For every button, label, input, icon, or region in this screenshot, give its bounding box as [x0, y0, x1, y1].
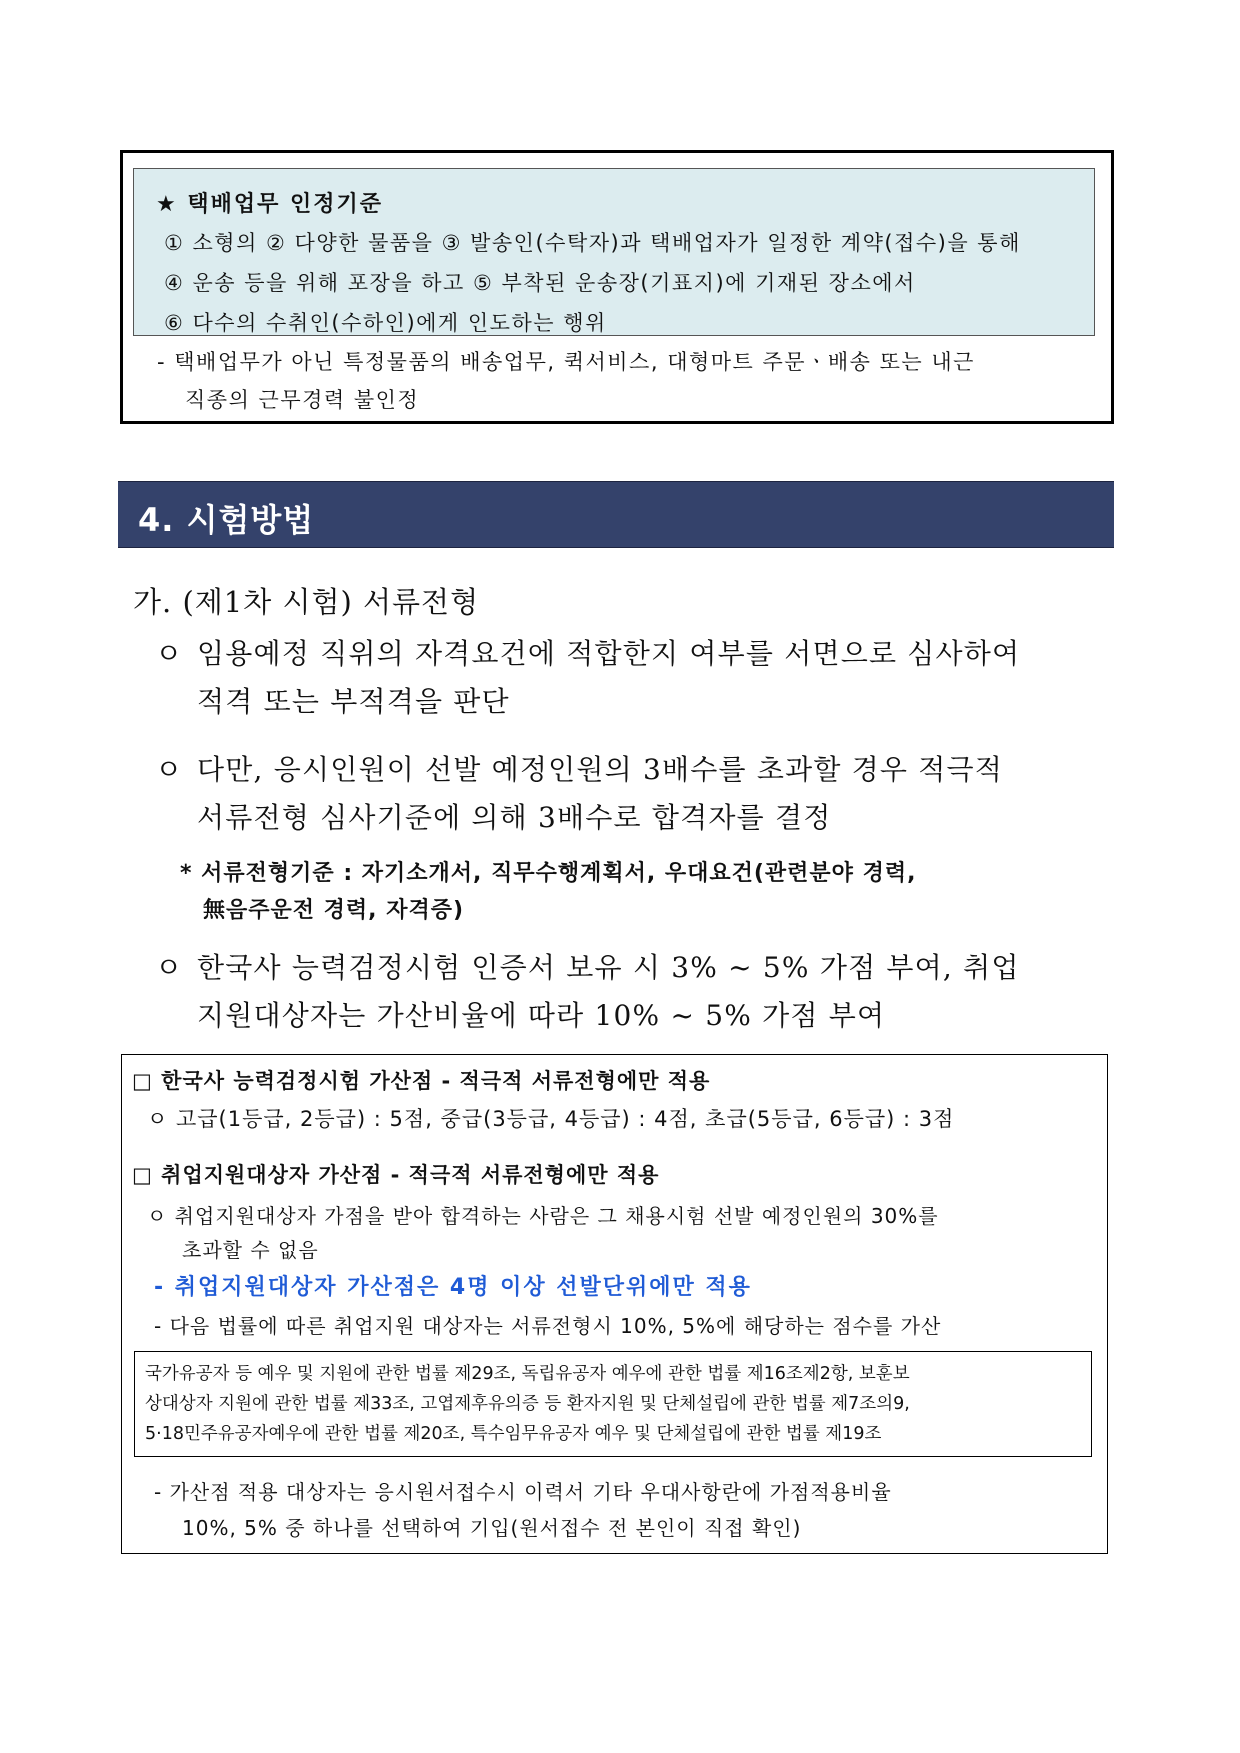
bonus-points-box [121, 1054, 1108, 1554]
bullet-marker: ㅇ [155, 637, 184, 670]
employment-bonus-blue-note: - 취업지원대상자 가산점은 4명 이상 선발단위에만 적용 [154, 1275, 752, 1300]
criteria-line: ④ 운송 등을 위해 포장을 하고 ⑤ 부착된 운송장(기표지)에 기재된 장소에서 [164, 271, 916, 295]
history-bonus-heading: □ 한국사 능력검정시험 가산점 - 적극적 서류전형에만 적용 [132, 1069, 711, 1093]
applicable-laws-box [134, 1351, 1092, 1457]
law-line: 상대상자 지원에 관한 법률 제33조, 고엽제후유의증 등 환자지원 및 단체설립에 관한 법률 제7조의9, [145, 1394, 910, 1414]
screening-criteria-note: * 서류전형기준 : 자기소개서, 직무수행계획서, 우대요건(관련분야 경력, [180, 861, 917, 886]
criteria-line: ⑥ 다수의 수취인(수하인)에게 인도하는 행위 [164, 311, 607, 335]
employment-bonus-law-note: - 다음 법률에 따른 취업지원 대상자는 서류전형시 10%, 5%에 해당하는 점수를 가산 [154, 1314, 942, 1338]
paragraph-line: 다만, 응시인원이 선발 예정인원의 3배수를 초과할 경우 적극적 [197, 753, 1004, 786]
history-bonus-item: ㅇ 고급(1등급, 2등급) : 5점, 중급(3등급, 4등급) : 4점, 초급(5등급, 6등급) : 3점 [147, 1107, 955, 1131]
bullet-marker: ㅇ [155, 753, 184, 786]
screening-criteria-note: 無음주운전 경력, 자격증) [203, 898, 464, 923]
paragraph-line: 적격 또는 부적격을 판단 [197, 685, 510, 718]
subsection-heading: 가. (제1차 시험) 서류전형 [133, 585, 480, 619]
section-title: 4. 시험방법 [138, 501, 315, 539]
employment-bonus-item: 초과할 수 없음 [182, 1238, 319, 1262]
criteria-title: ★ 택배업무 인정기준 [156, 192, 384, 217]
section-header [118, 481, 1114, 548]
law-line: 국가유공자 등 예우 및 지원에 관한 법률 제29조, 독립유공자 예우에 관한 법률 제16조제2항, 보훈보 [145, 1364, 910, 1384]
employment-bonus-item: ㅇ 취업지원대상자 가점을 받아 합격하는 사람은 그 채용시험 선발 예정인원의 30%를 [147, 1204, 939, 1228]
criteria-line: ① 소형의 ② 다양한 물품을 ③ 발송인(수탁자)과 택배업자가 일정한 계약(접수)을 통해 [164, 231, 1021, 255]
criteria-note: - 택배업무가 아닌 특정물품의 배송업무, 퀵서비스, 대형마트 주문ㆍ배송 또는 내근 [157, 350, 975, 374]
paragraph-line: 지원대상자는 가산비율에 따라 10% ~ 5% 가점 부여 [197, 999, 886, 1032]
final-note: 10%, 5% 중 하나를 선택하여 기입(원서접수 전 본인이 직접 확인) [182, 1516, 802, 1540]
criteria-note: 직종의 근무경력 불인정 [185, 388, 420, 412]
law-line: 5·18민주유공자예우에 관한 법률 제20조, 특수임무유공자 예우 및 단체설립에 관한 법률 제19조 [145, 1424, 882, 1444]
paragraph-line: 임용예정 직위의 자격요건에 적합한지 여부를 서면으로 심사하여 [197, 637, 1021, 670]
criteria-highlight-box [133, 168, 1095, 336]
final-note: - 가산점 적용 대상자는 응시원서접수시 이력서 기타 우대사항란에 가점적용비율 [154, 1480, 892, 1504]
paragraph-line: 한국사 능력검정시험 인증서 보유 시 3% ~ 5% 가점 부여, 취업 [197, 951, 1020, 984]
paragraph-line: 서류전형 심사기준에 의해 3배수로 합격자를 결정 [197, 801, 832, 834]
bullet-marker: ㅇ [155, 951, 184, 984]
criteria-box [120, 150, 1114, 424]
employment-bonus-heading: □ 취업지원대상자 가산점 - 적극적 서류전형에만 적용 [132, 1163, 660, 1187]
